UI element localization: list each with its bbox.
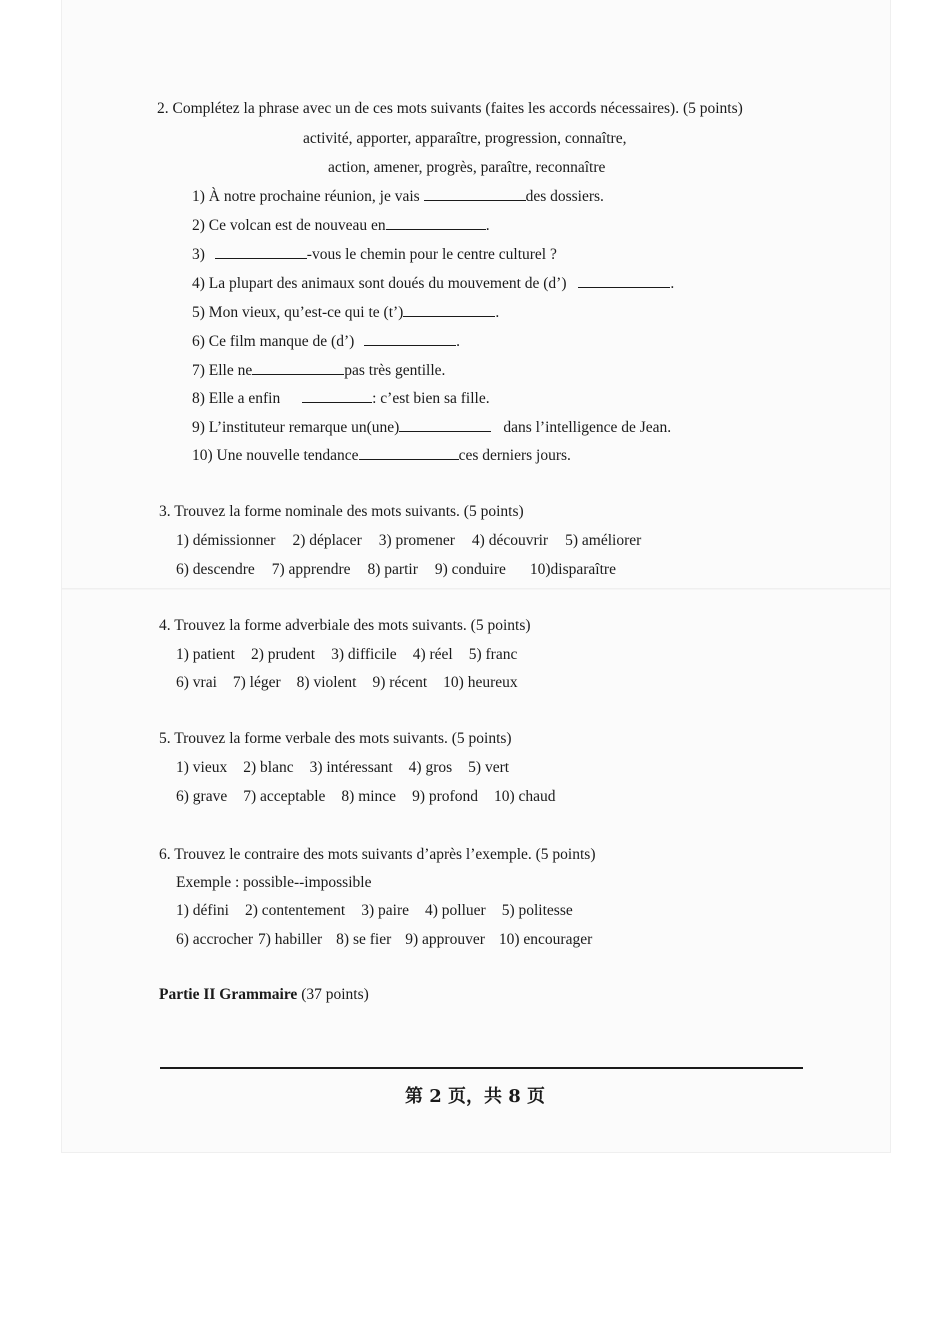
q2-item-8-end: : c’est bien sa fille. (372, 390, 490, 407)
q4-row-1 (176, 645, 517, 665)
q2-item-10-end: ces derniers jours. (458, 447, 571, 464)
word-item: 6) descendre (176, 561, 255, 578)
word-item: 3) promener (378, 532, 455, 549)
q2-item-8 (192, 388, 490, 409)
word-item: 4) réel (412, 646, 453, 663)
q2-item-10-text: 10) Une nouvelle tendance (192, 447, 359, 464)
word-item: 3) paire (361, 902, 409, 919)
answer-blank[interactable] (399, 417, 491, 432)
q2-item-1-end: des dossiers. (525, 188, 604, 205)
q2-word-list-1: activité, apporter, apparaître, progression, connaître, (303, 130, 627, 147)
word-item: 9) profond (412, 788, 478, 805)
answer-blank[interactable] (424, 186, 526, 201)
q2-item-7-text: 7) Elle ne (192, 362, 253, 379)
q2-item-1-text: 1) À notre prochaine réunion, je vais (192, 188, 424, 205)
answer-blank[interactable] (403, 302, 495, 317)
word-item: 10) heureux (443, 674, 518, 691)
q3-row-1 (176, 531, 641, 551)
word-item: 9) conduire (434, 561, 506, 578)
answer-blank[interactable] (578, 273, 670, 288)
q6-title: 6. Trouvez le contraire des mots suivants d’après l’exemple. (5 points) (159, 846, 596, 863)
word-item: 2) déplacer (292, 532, 362, 549)
q6-row-1 (176, 901, 573, 921)
answer-blank[interactable] (302, 388, 372, 403)
q2-item-8-text: 8) Elle a enfin (192, 390, 285, 407)
q3-title: 3. Trouvez la forme nominale des mots suivants. (5 points) (159, 503, 524, 520)
word-item: 7) apprendre (271, 561, 351, 578)
word-item: 5) politesse (501, 902, 573, 919)
word-item: 8) se fier (336, 931, 392, 948)
word-item: 1) démissionner (176, 532, 276, 549)
q2-item-2 (192, 215, 490, 236)
word-item: 4) gros (408, 759, 453, 776)
part-2-points: (37 points) (297, 986, 369, 1003)
q2-item-9 (192, 417, 671, 438)
q2-item-6-text: 6) Ce film manque de (d’) (192, 333, 359, 350)
word-item: 4) découvrir (471, 532, 549, 549)
word-item: 7) acceptable (243, 788, 326, 805)
answer-blank[interactable] (386, 215, 486, 230)
page-number: 第 2 页，共 8 页 (404, 1086, 546, 1107)
word-item: 1) défini (176, 902, 229, 919)
q5-row-1 (176, 758, 509, 778)
q3-row-2 (176, 560, 616, 580)
q2-word-list-2: action, amener, progrès, paraître, reconnaître (328, 159, 606, 176)
word-item: 8) partir (367, 561, 418, 578)
word-item: 2) blanc (243, 759, 294, 776)
word-item: 3) difficile (331, 646, 397, 663)
q4-row-2 (176, 673, 518, 693)
word-item: 7) léger (232, 674, 281, 691)
q2-item-9-text: 9) L’instituteur remarque un(une) (192, 419, 400, 436)
q2-item-3 (192, 244, 557, 265)
word-item: 5) franc (468, 646, 518, 663)
q2-item-4-end: . (670, 275, 675, 292)
q2-item-6 (192, 331, 460, 352)
q2-item-9-end: dans l’intelligence de Jean. (503, 419, 672, 436)
word-item: 8) violent (296, 674, 357, 691)
word-item: 7) habiller (258, 931, 323, 948)
word-item: 4) polluer (425, 902, 486, 919)
q6-row-2 (176, 930, 592, 950)
word-item: 2) contentement (244, 902, 346, 919)
q2-item-1 (192, 186, 604, 207)
q2-item-3-end: -vous le chemin pour le centre culturel ? (306, 246, 557, 263)
q2-item-4-text: 4) La plupart des animaux sont doués du mouvement de (d’) (192, 275, 571, 292)
q2-item-10 (192, 445, 571, 466)
word-item: 9) approuver (405, 931, 485, 948)
paper-fold (62, 588, 890, 590)
q4-title: 4. Trouvez la forme adverbiale des mots suivants. (5 points) (159, 617, 531, 634)
q2-item-2-text: 2) Ce volcan est de nouveau en (192, 217, 386, 234)
q2-item-5-text: 5) Mon vieux, qu’est-ce qui te (t’) (192, 304, 404, 321)
word-item: 6) grave (176, 788, 228, 805)
word-item: 10) encourager (498, 931, 593, 948)
q2-item-2-end: . (485, 217, 490, 234)
word-item: 3) intéressant (309, 759, 393, 776)
word-item: 5) vert (468, 759, 510, 776)
q5-row-2 (176, 787, 556, 807)
q2-item-7 (192, 360, 445, 381)
word-item: 10) chaud (493, 788, 556, 805)
word-item: 6) vrai (176, 674, 217, 691)
word-item: 1) vieux (176, 759, 228, 776)
answer-blank[interactable] (364, 331, 456, 346)
q2-item-3-text: 3) (192, 246, 209, 263)
word-item: 5) améliorer (565, 532, 642, 549)
q2-item-5-end: . (495, 304, 500, 321)
word-item: 2) prudent (250, 646, 316, 663)
q2-item-6-end: . (456, 333, 461, 350)
footer-rule (160, 1067, 803, 1069)
q2-item-7-end: pas très gentille. (344, 362, 446, 379)
part-2-heading (159, 985, 369, 1005)
word-item: 6) accrocher (176, 931, 254, 948)
answer-blank[interactable] (252, 360, 344, 375)
q6-example: Exemple : possible--impossible (176, 874, 372, 891)
answer-blank[interactable] (215, 244, 307, 259)
answer-blank[interactable] (359, 445, 459, 460)
q2-item-4 (192, 273, 674, 294)
q5-title: 5. Trouvez la forme verbale des mots suivants. (5 points) (159, 730, 512, 747)
part-2-title: Partie II Grammaire (159, 986, 298, 1003)
q2-item-5 (192, 302, 499, 323)
word-item: 8) mince (341, 788, 397, 805)
word-item: 9) récent (372, 674, 428, 691)
word-item: 10)disparaître (529, 561, 616, 578)
q2-title: 2. Complétez la phrase avec un de ces mots suivants (faites les accords nécessaires). (5 points) (157, 100, 743, 117)
word-item: 1) patient (176, 646, 235, 663)
